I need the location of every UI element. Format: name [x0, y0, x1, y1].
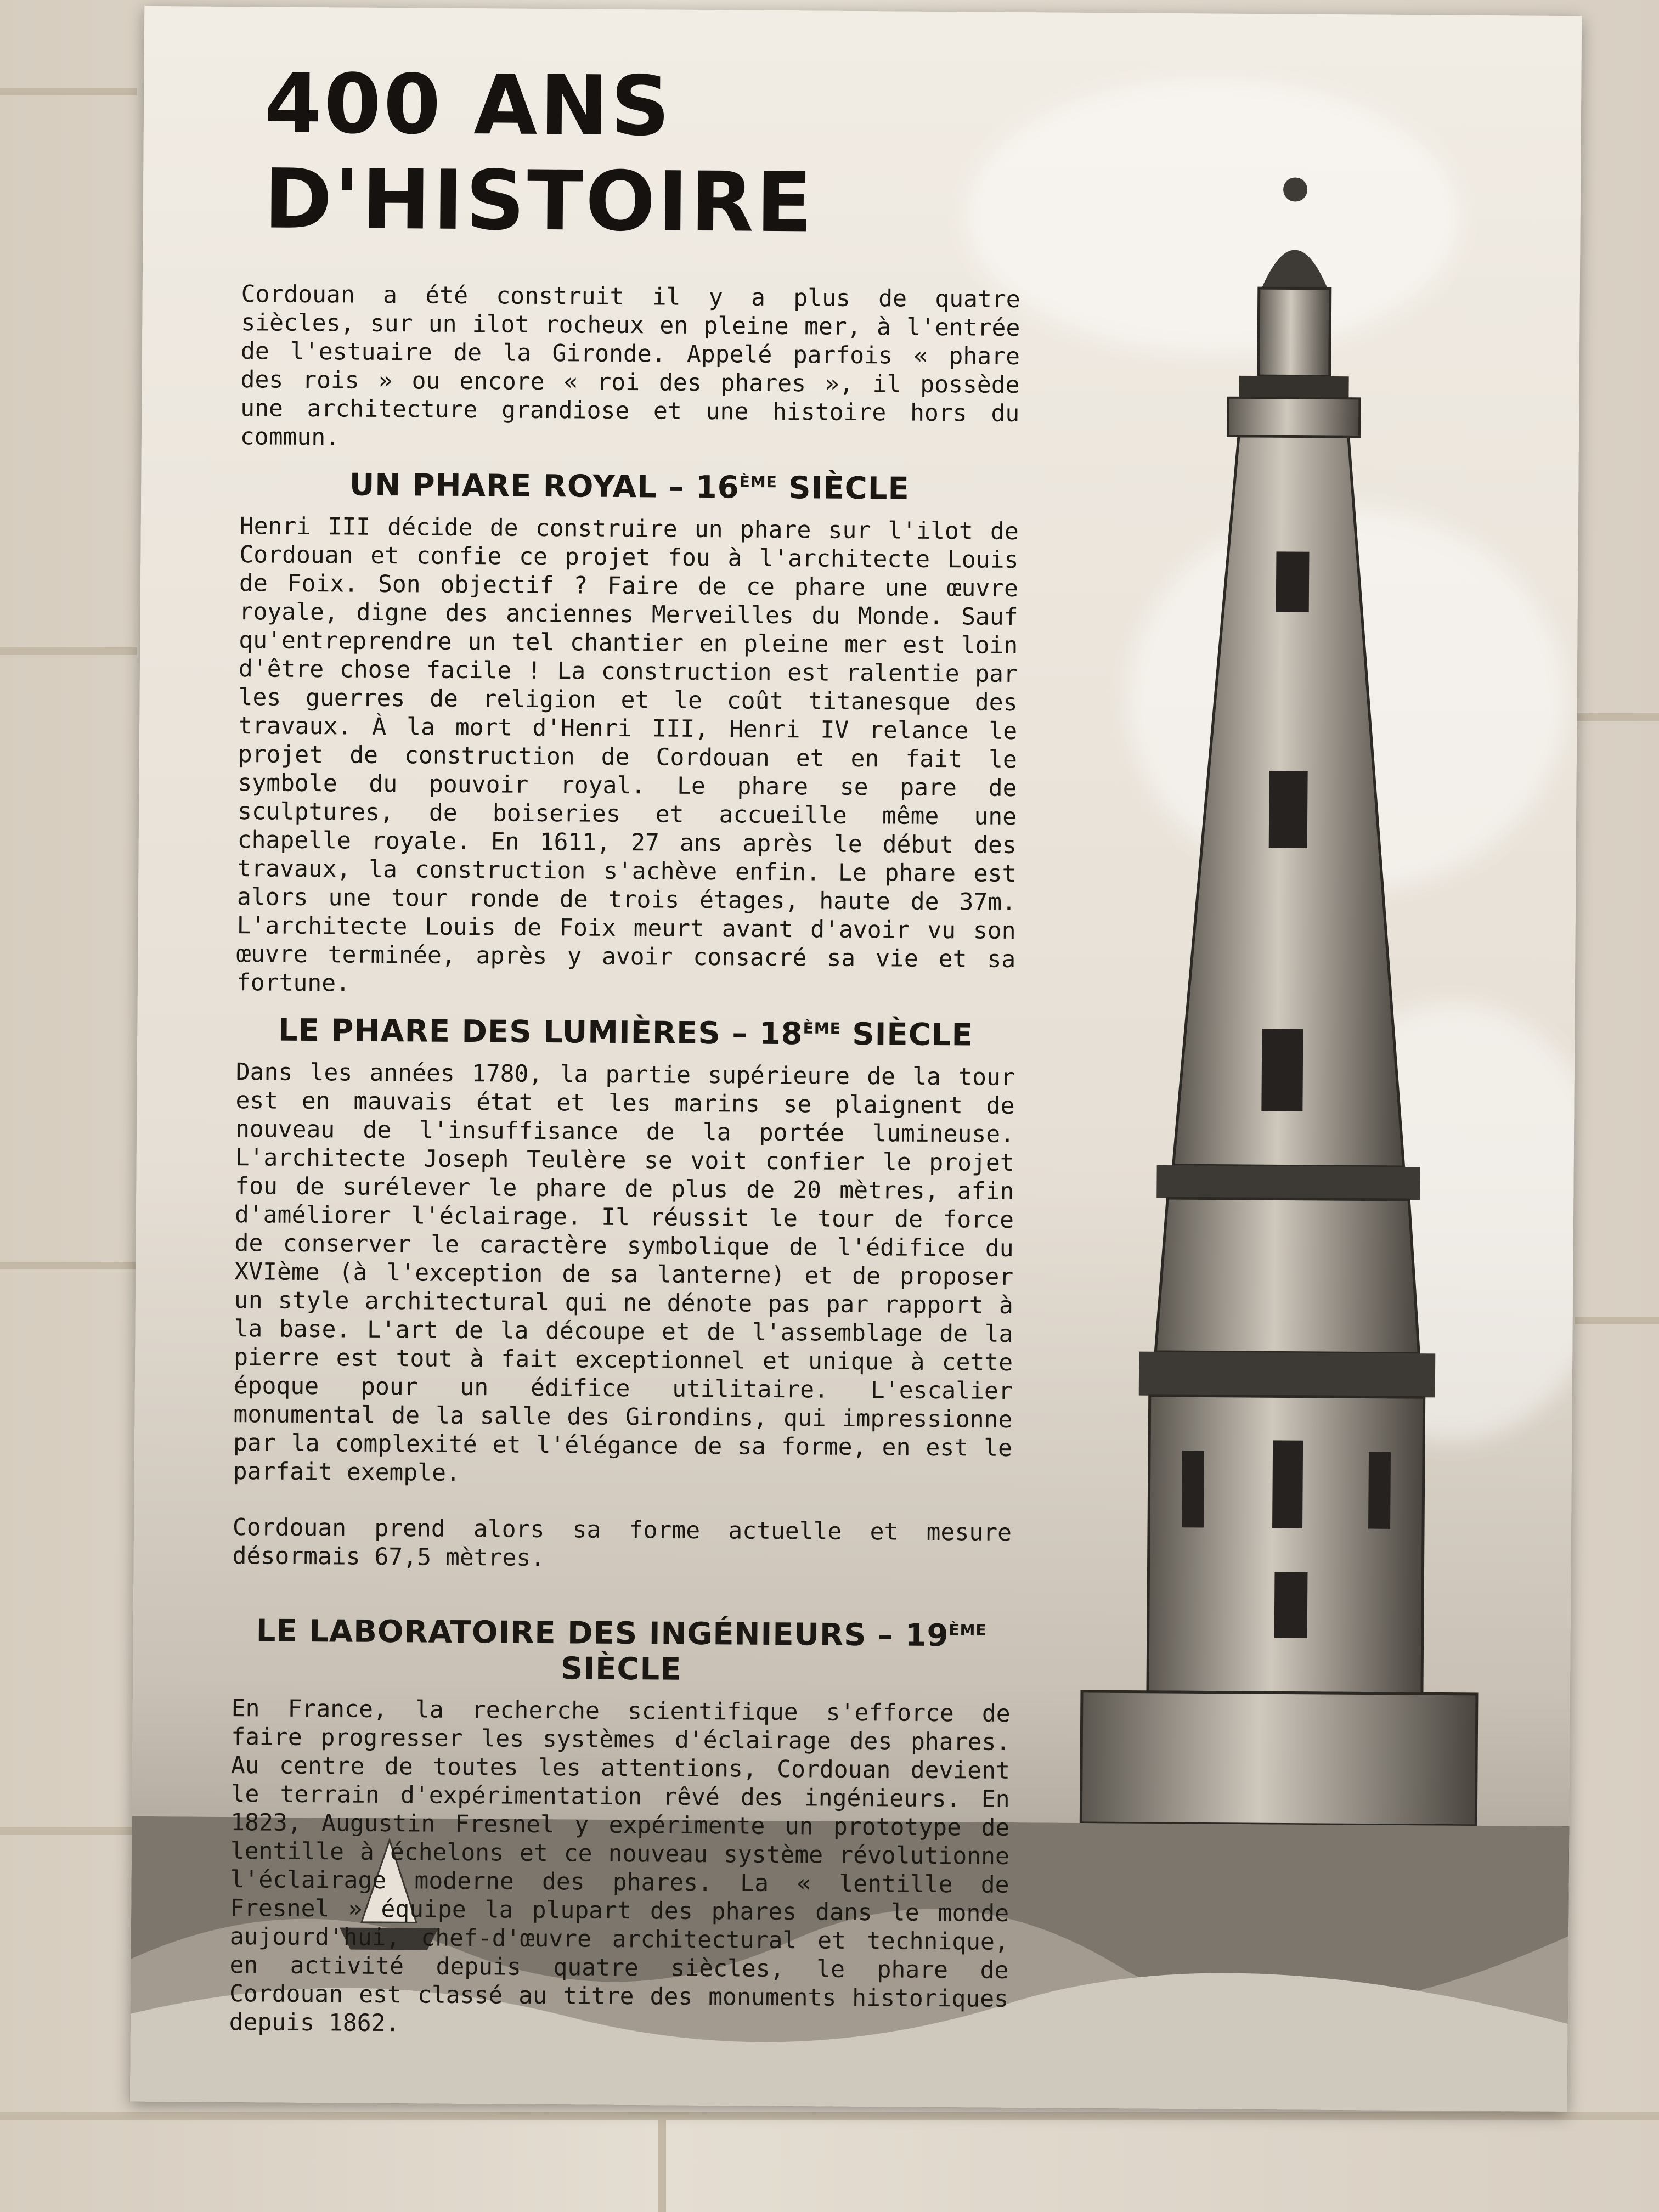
section-paragraph-18th-closing: Cordouan prend alors sa forme actuelle et mesure désormais 67,5 mètres.: [232, 1514, 1012, 1572]
text-column: [229, 56, 1022, 2042]
section-paragraph-19th: En France, la recherche scientifique s'efforce de faire progresser les systèmes d'éclairage des phares. Au centre de toutes les attentions, Cordouan devient le terrain d'expérimentation rêvé des ingénieurs. En 1823, Augustin Fresnel y expérimente un prototype de lentille à échelons et ce nouveau système révolutionne l'éclairage moderne des phares. La « lentille de Fresnel » équipe la plupart des phares dans le monde aujourd'hui, chef-d'œuvre architectural et technique, en activité depuis quatre siècles, le phare de Cordouan est classé au titre des monuments historiques depuis 1862.: [229, 1695, 1011, 2038]
wall-joint: [0, 2112, 1659, 2120]
section-heading-16th: UN PHARE ROYAL – 16ÈME SIÈCLE: [349, 467, 910, 507]
lighthouse-illustration: [943, 121, 1582, 1936]
wall-joint: [0, 88, 137, 95]
intro-paragraph: Cordouan a été construit il y a plus de quatre siècles, sur un ilot rocheux en pleine mer, à l'entrée de l'estuaire de la Gironde. Appelé parfois « phare des rois » ou encore « roi des phares », il possède une architecture grandiose et une histoire hors du commun.: [240, 280, 1020, 452]
wall-joint: [1575, 1317, 1659, 1324]
wall-joint: [1575, 713, 1659, 721]
history-panel: [130, 6, 1582, 2112]
section-heading-19th: LE LABORATOIRE DES INGÉNIEURS – 19ÈME SIÈCLE: [256, 1613, 987, 1688]
section-paragraph-18th: Dans les années 1780, la partie supérieure de la tour est en mauvais état et les marins se plaignent de nouveau de l'insuffisance de la portée lumineuse. L'architecte Joseph Teulère se voit confier le projet fou de surélever le phare de plus de 20 mètres, afin d'améliorer l'éclairage. Il réussit le tour de force de conserver le caractère symbolique de l'édifice du XVIème (à l'exception de sa lanterne) et de proposer un style architectural qui ne dénote pas par rapport à la base. L'art de la découpe et de l'assemblage de la pierre est tout à fait exceptionnel et unique à cette époque pour un édifice utilitaire. L'escalier monumental de la salle des Girondins, qui impressionne par la complexité et l'élégance de sa forme, en est le parfait exemple.: [233, 1058, 1015, 1487]
wall-joint: [0, 1262, 137, 1269]
section-paragraph-16th: Henri III décide de construire un phare sur l'ilot de Cordouan et confie ce projet fou à l'architecte Louis de Foix. Son objectif ? Faire de ce phare une œuvre royale, digne des anciennes Merveilles du Monde. Sauf qu'entreprendre un tel chantier en pleine mer est loin d'être chose facile ! La construction est ralentie par les guerres de religion et le coût titanesque des travaux. À la mort d'Henri III, Henri IV relance le projet de construction de Cordouan et en fait le symbole du pouvoir royal. Le phare se pare de sculptures, de boiseries et accueille même une chapelle royale. En 1611, 27 ans après le début des travaux, la construction s'achève enfin. Le phare est alors une tour ronde de trois étages, haute de 37m. L'architecte Louis de Foix meurt avant d'avoir vu son œuvre terminée, après y avoir consacré sa vie et sa fortune.: [236, 512, 1019, 997]
wall-joint: [658, 2112, 666, 2212]
wall-joint: [0, 1827, 137, 1835]
wall-joint: [0, 647, 137, 655]
section-heading-18th: LE PHARE DES LUMIÈRES – 18ÈME SIÈCLE: [278, 1012, 973, 1053]
page-title: 400 ANS D'HISTOIRE: [263, 56, 815, 251]
